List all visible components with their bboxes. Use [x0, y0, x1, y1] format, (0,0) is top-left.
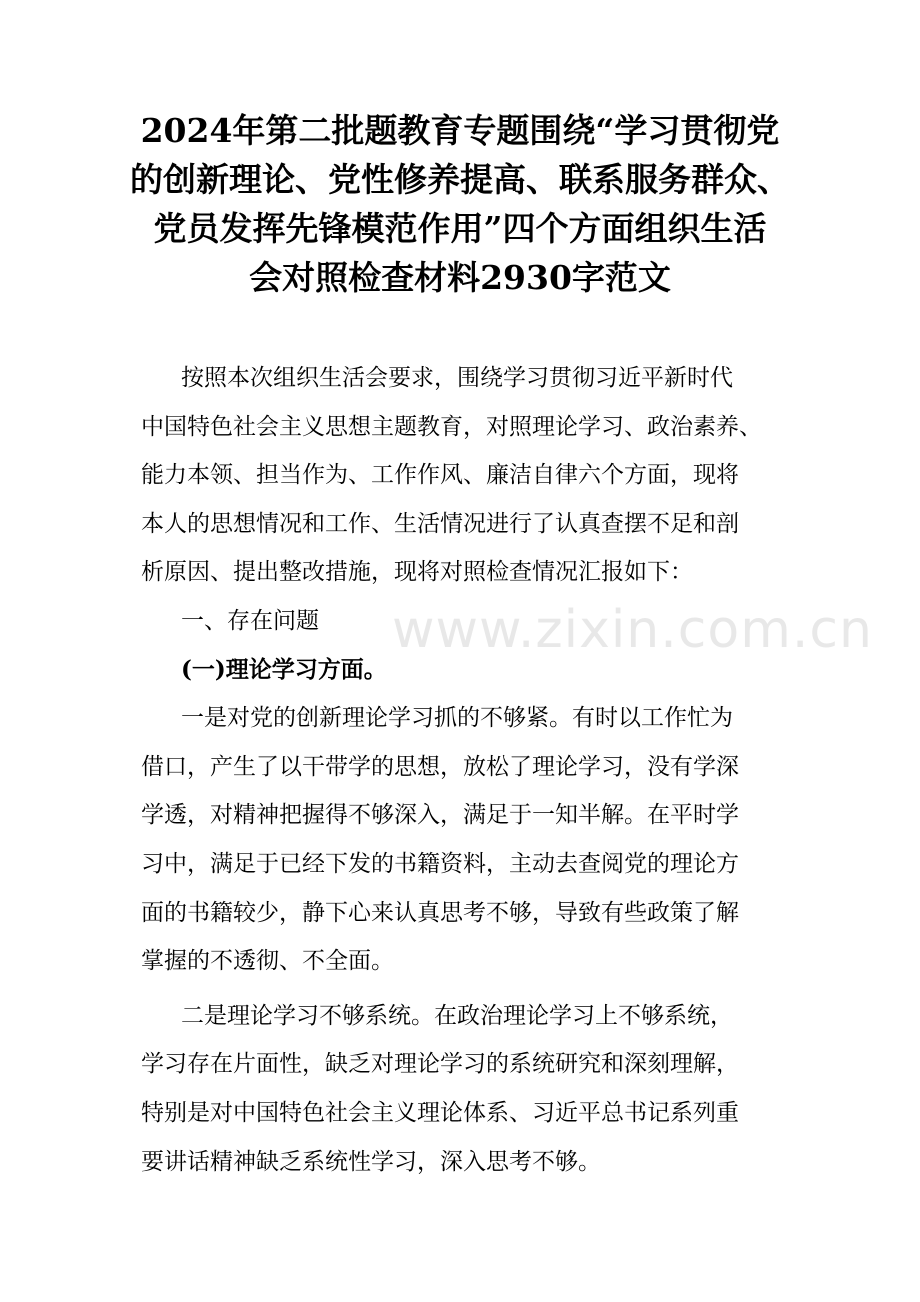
text-line: 习中，满足于已经下发的书籍资料，主动去查阅党的理论方	[141, 850, 739, 877]
text-line: 学透，对精神把握得不够深入，满足于一知半解。在平时学	[141, 802, 739, 829]
text-line: 面的书籍较少，静下心来认真思考不够，导致有些政策了解	[141, 899, 739, 926]
document-body	[141, 354, 791, 1186]
title-line: 党员发挥先锋模范作用”四个方面组织生活	[153, 209, 767, 248]
text-line: 要讲话精神缺乏系统性学习，深入思考不够。	[141, 1148, 601, 1175]
intro-paragraph	[141, 354, 791, 597]
text-line: 中国特色社会主义思想主题教育，对照理论学习、政治素养、	[141, 413, 762, 440]
watermark: www.zixin.com.cn	[392, 600, 873, 660]
subsection-heading: (一)理论学习方面。	[181, 655, 387, 683]
text-line: 按照本次组织生活会要求，围绕学习贯彻习近平新时代	[181, 365, 733, 391]
title-line: 的创新理论、党性修养提高、联系服务群众、	[130, 160, 790, 199]
text-line: 一是对党的创新理论学习抓的不够紧。有时以工作忙为	[181, 705, 733, 732]
paragraph-point-one	[141, 694, 791, 986]
text-line: 掌握的不透彻、不全面。	[141, 948, 394, 975]
document-title	[120, 106, 800, 302]
text-line: 本人的思想情况和工作、生活情况进行了认真查摆不足和剖	[141, 510, 739, 537]
paragraph-point-two	[141, 992, 791, 1186]
section-heading: 一、存在问题	[181, 607, 319, 634]
title-line: 2024年第二批题教育专题围绕“学习贯彻党	[140, 111, 780, 150]
text-line: 析原因、提出整改措施，现将对照检查情况汇报如下：	[141, 559, 693, 586]
text-line: 借口，产生了以干带学的思想，放松了理论学习，没有学深	[141, 753, 739, 780]
text-line: 能力本领、担当作为、工作作风、廉洁自律六个方面，现将	[141, 462, 739, 489]
text-line: 特别是对中国特色社会主义理论体系、习近平总书记系列重	[141, 1099, 739, 1126]
text-line: 学习存在片面性，缺乏对理论学习的系统研究和深刻理解，	[141, 1051, 739, 1078]
title-line: 会对照检查材料2930字范文	[249, 258, 671, 297]
text-line: 二是理论学习不够系统。在政治理论学习上不够系统，	[181, 1002, 733, 1029]
